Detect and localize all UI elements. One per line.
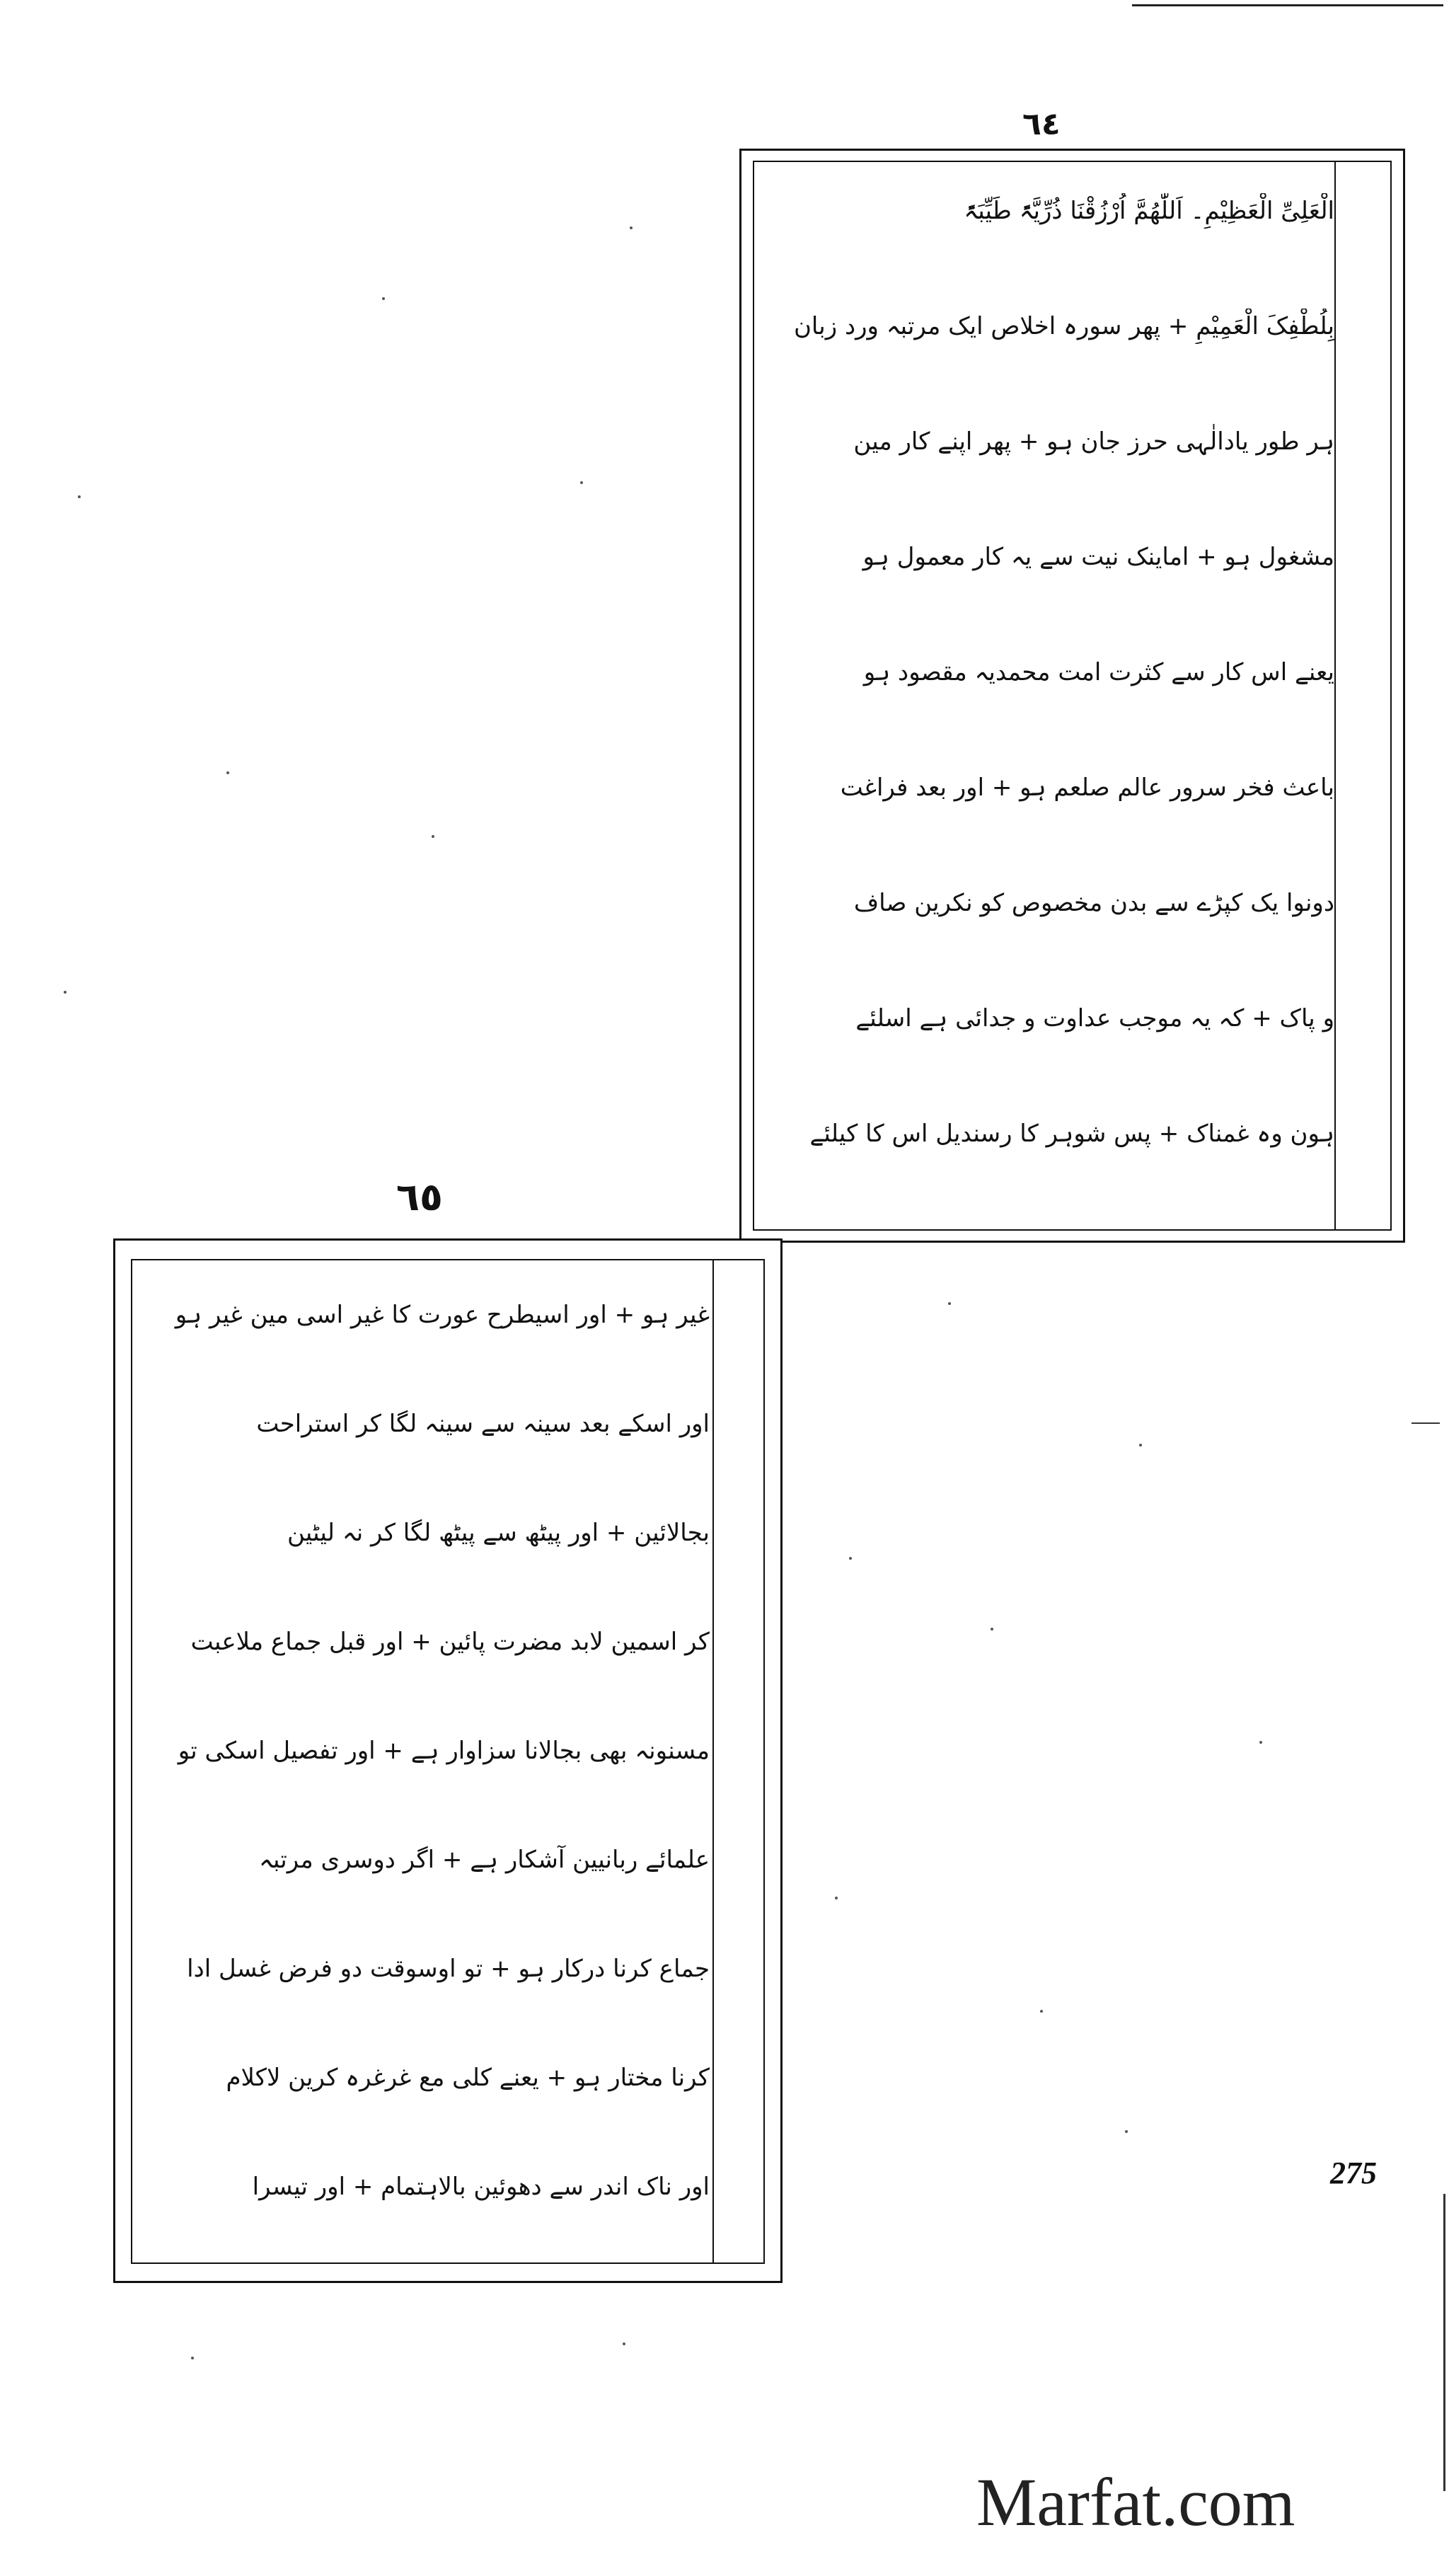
watermark: Marfat.com — [976, 2464, 1295, 2540]
text-line: کرنا مختار ہو + یعنے کلی مع غرغرہ کرین لاکلام — [226, 2064, 710, 2092]
text-line: الْعَلِیِّ الْعَظِیْمِ۔ اَللّٰھُمَّ اُرْزُقْنَا ذُرِّیَّۃً طَیِّبَۃً — [964, 197, 1334, 225]
top-edge-rule — [1132, 0, 1443, 6]
scan-speck — [382, 297, 385, 300]
text-line: باعث فخر سرور عالم صلعم ہو + اور بعد فراغت — [840, 774, 1334, 802]
text-line: علمائے ربانیین آشکار ہے + اگر دوسری مرتبہ — [259, 1846, 710, 1874]
scan-speck — [1139, 1444, 1142, 1447]
scan-speck — [580, 481, 583, 484]
scan-speck — [191, 2357, 194, 2359]
scan-speck — [432, 835, 434, 838]
scan-speck — [630, 226, 633, 229]
scan-speck — [1259, 1741, 1262, 1744]
text-line: ہون وہ غمناک + پس شوہر کا رسندیل اس کا کیلئے — [809, 1120, 1334, 1148]
text-line: و پاک + کہ یہ موجب عداوت و جدائی ہے اسلئے — [855, 1004, 1334, 1033]
text-line: جماع کرنا درکار ہو + تو اوسوقت دو فرض غسل ادا — [187, 1955, 710, 1983]
bottom-panel-frame — [113, 1238, 783, 2283]
scan-speck — [1040, 2010, 1043, 2013]
scan-speck — [64, 991, 67, 994]
text-line: اور ناک اندر سے دھوئین بالاہتمام + اور تیسرا — [252, 2173, 710, 2201]
top-panel-heading: ٦٤ — [1022, 106, 1061, 142]
text-line: بِلُطْفِکَ الْعَمِیْمِ + پھر سورہ اخلاص ایک مرتبہ ورد زبان — [793, 312, 1334, 340]
text-line: مشغول ہو + اماینک نیت سے یہ کار معمول ہو — [862, 543, 1334, 571]
bottom-panel-heading: ٦٥ — [396, 1175, 443, 1219]
text-line: مسنونہ بھی بجالانا سزاوار ہے + اور تفصیل اسکی تو — [178, 1737, 710, 1765]
scan-speck — [835, 1897, 838, 1899]
right-edge-rule — [1443, 2194, 1445, 2491]
scan-speck — [226, 771, 229, 774]
text-line: کر اسمین لابد مضرت پائین + اور قبل جماع ملاعبت — [190, 1628, 710, 1656]
scan-speck — [623, 2342, 625, 2345]
scan-speck — [1125, 2130, 1128, 2133]
top-panel-margin-rule — [1334, 162, 1336, 1229]
text-line: بجالائین + اور پیٹھ سے پیٹھ لگا کر نہ لیٹین — [287, 1519, 710, 1547]
text-line: ہر طور یادالٰہی حرز جان ہو + پھر اپنے کار مین — [853, 427, 1334, 456]
scan-speck — [78, 495, 81, 498]
scan-speck — [948, 1302, 951, 1305]
text-line: یعنے اس کار سے کثرت امت محمدیہ مقصود ہو — [863, 658, 1334, 686]
right-edge-tick — [1412, 1422, 1440, 1424]
text-line: غیر ہو + اور اسیطرح عورت کا غیر اسی مین غیر ہو — [175, 1301, 710, 1329]
scan-speck — [849, 1557, 852, 1560]
scan-speck — [991, 1628, 993, 1631]
page-number: 275 — [1330, 2156, 1377, 2190]
top-panel-frame — [739, 149, 1405, 1243]
bottom-panel-margin-rule — [712, 1260, 714, 2262]
text-line: اور اسکے بعد سینہ سے سینہ لگا کر استراحت — [256, 1410, 710, 1438]
text-line: دونوا یک کپڑے سے بدن مخصوص کو نکرین صاف — [853, 889, 1334, 917]
